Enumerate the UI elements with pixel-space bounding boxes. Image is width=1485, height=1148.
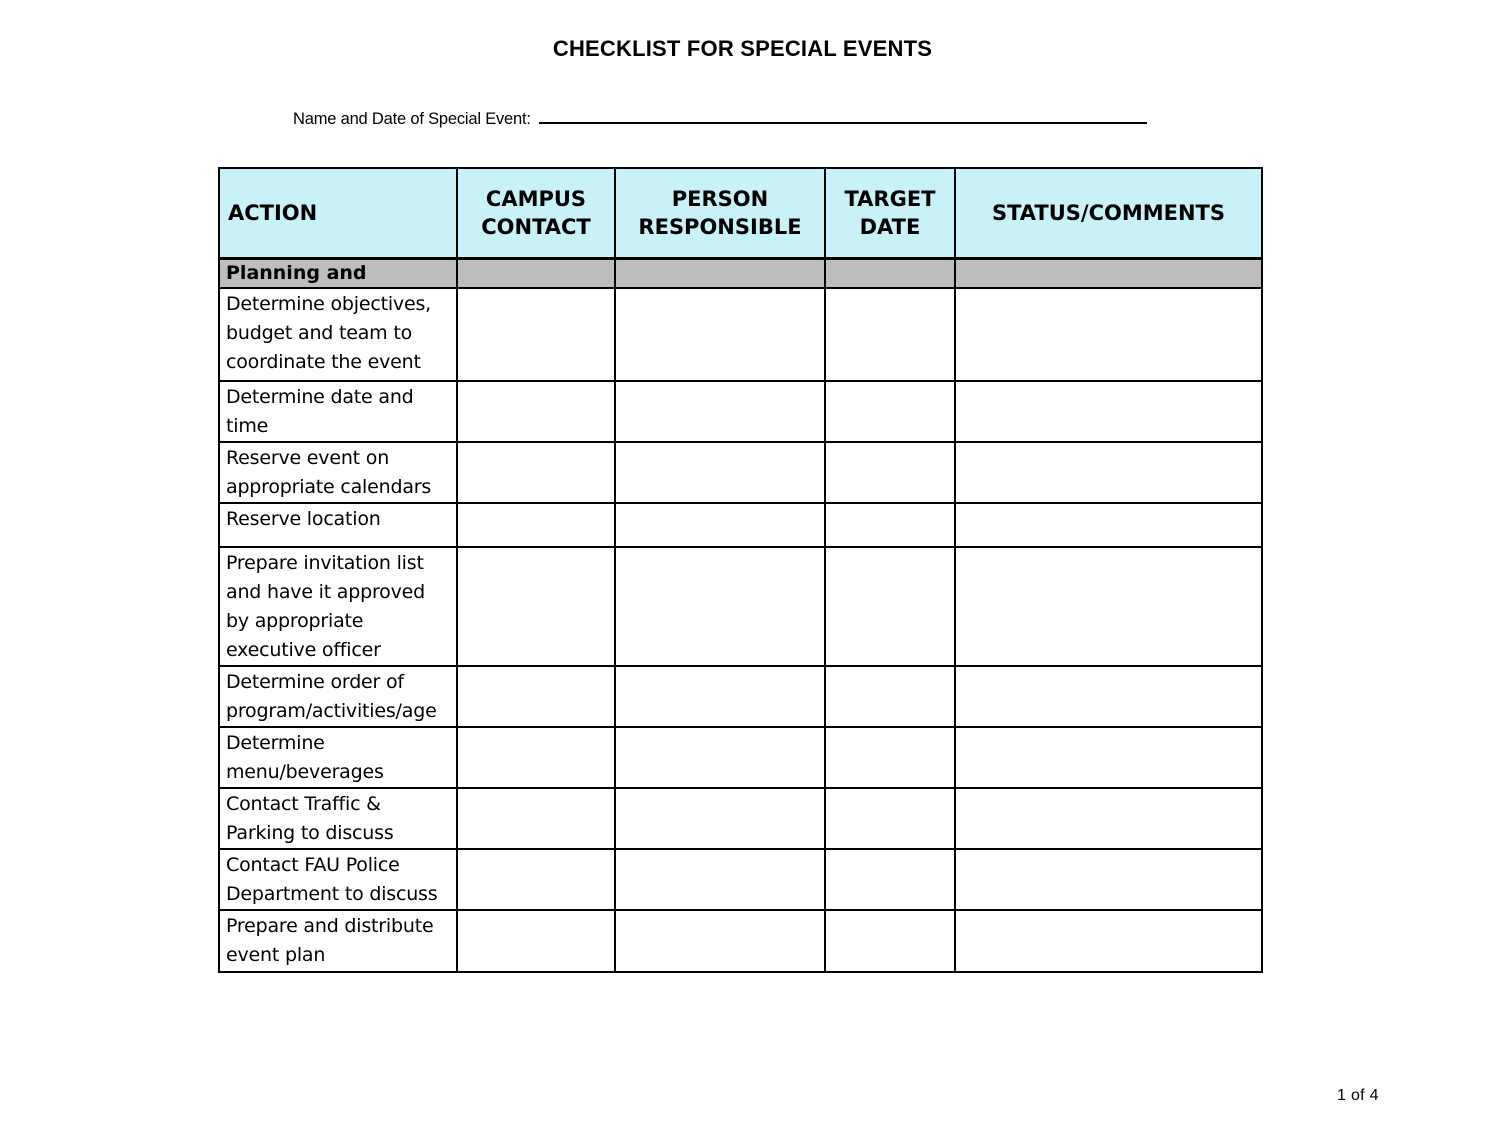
target-date-cell (825, 381, 955, 442)
table-row (219, 547, 1262, 666)
status-comments-cell (955, 442, 1262, 503)
target-date-cell (825, 442, 955, 503)
table-row (219, 788, 1262, 849)
person-responsible-cell (615, 503, 825, 547)
table-row (219, 910, 1262, 972)
name-date-blank-line (539, 108, 1147, 124)
section-cell-blank (955, 258, 1262, 288)
action-cell: Contact Traffic & Parking to discuss (219, 788, 457, 849)
action-cell: Determine date and time (219, 381, 457, 442)
section-cell-blank (457, 258, 615, 288)
action-cell: Reserve location (219, 503, 457, 547)
campus-contact-cell (457, 788, 615, 849)
table-header-row (219, 168, 1262, 258)
table-row (219, 727, 1262, 788)
table-row (219, 288, 1262, 381)
status-comments-cell (955, 666, 1262, 727)
person-responsible-cell (615, 849, 825, 910)
action-cell: Determine objectives, budget and team to coordinate the event (219, 288, 457, 381)
status-comments-cell (955, 788, 1262, 849)
status-comments-cell (955, 727, 1262, 788)
person-responsible-cell (615, 547, 825, 666)
campus-contact-cell (457, 666, 615, 727)
column-header-status-comments: STATUS/COMMENTS (955, 168, 1262, 258)
campus-contact-cell (457, 727, 615, 788)
action-cell: Prepare and distribute event plan (219, 910, 457, 972)
section-cell-blank (825, 258, 955, 288)
section-label: Planning and (219, 258, 457, 288)
target-date-cell (825, 910, 955, 972)
action-cell: Determine order of program/activities/age (219, 666, 457, 727)
person-responsible-cell (615, 666, 825, 727)
person-responsible-cell (615, 442, 825, 503)
status-comments-cell (955, 381, 1262, 442)
table-row (219, 849, 1262, 910)
column-header-person-responsible: PERSON RESPONSIBLE (615, 168, 825, 258)
table-row (219, 381, 1262, 442)
column-header-target-date: TARGET DATE (825, 168, 955, 258)
target-date-cell (825, 288, 955, 381)
target-date-cell (825, 503, 955, 547)
campus-contact-cell (457, 849, 615, 910)
person-responsible-cell (615, 910, 825, 972)
person-responsible-cell (615, 727, 825, 788)
target-date-cell (825, 788, 955, 849)
target-date-cell (825, 666, 955, 727)
campus-contact-cell (457, 442, 615, 503)
page-title: CHECKLIST FOR SPECIAL EVENTS (552, 36, 933, 61)
action-cell: Reserve event on appropriate calendars (219, 442, 457, 503)
column-header-campus-contact: CAMPUS CONTACT (457, 168, 615, 258)
status-comments-cell (955, 547, 1262, 666)
table-row (219, 503, 1262, 547)
table-row (219, 666, 1262, 727)
name-date-label: Name and Date of Special Event: (293, 110, 531, 128)
target-date-cell (825, 547, 955, 666)
target-date-cell (825, 727, 955, 788)
table-row (219, 442, 1262, 503)
campus-contact-cell (457, 910, 615, 972)
campus-contact-cell (457, 503, 615, 547)
checklist-table (218, 167, 1263, 973)
campus-contact-cell (457, 381, 615, 442)
page-number: 1 of 4 (1337, 1087, 1379, 1104)
person-responsible-cell (615, 381, 825, 442)
target-date-cell (825, 849, 955, 910)
status-comments-cell (955, 910, 1262, 972)
action-cell: Determine menu/beverages (219, 727, 457, 788)
column-header-action: ACTION (219, 168, 457, 258)
status-comments-cell (955, 849, 1262, 910)
status-comments-cell (955, 503, 1262, 547)
action-cell: Prepare invitation list and have it approved by appropriate executive officer (219, 547, 457, 666)
status-comments-cell (955, 288, 1262, 381)
campus-contact-cell (457, 547, 615, 666)
campus-contact-cell (457, 288, 615, 381)
person-responsible-cell (615, 288, 825, 381)
section-row-planning (219, 258, 1262, 288)
action-cell: Contact FAU Police Department to discuss (219, 849, 457, 910)
person-responsible-cell (615, 788, 825, 849)
section-cell-blank (615, 258, 825, 288)
name-date-row (293, 108, 1147, 129)
